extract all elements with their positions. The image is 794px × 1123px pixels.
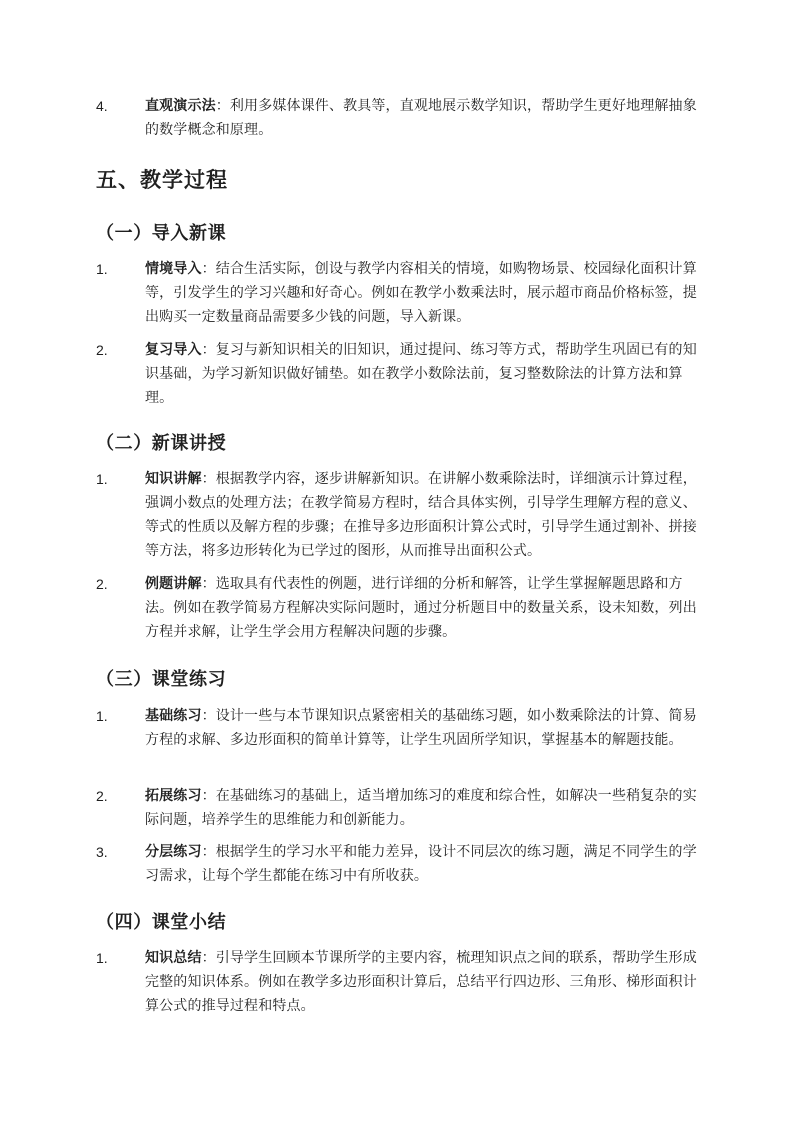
list-number: 4.	[96, 98, 108, 114]
list-item-term: 知识总结	[145, 950, 202, 966]
list-number: 1.	[96, 708, 108, 724]
list-item-text: ：利用多媒体课件、教具等，直观地展示数学知识，帮助学生更好地理解抽象的数学概念和原理。	[145, 98, 697, 138]
list-item	[96, 784, 706, 832]
list-item-text: ：引导学生回顾本节课所学的主要内容，梳理知识点之间的联系，帮助学生形成完整的知识体系。例如在教学多边形面积计算后，总结平行四边形、三角形、梯形面积计算公式的推导过程和特点。	[145, 950, 697, 1014]
list-item-text: ：根据学生的学习水平和能力差异，设计不同层次的练习题，满足不同学生的学习需求，让每个学生都能在练习中有所收获。	[145, 844, 697, 884]
list-number: 3.	[96, 844, 108, 860]
list-item-body	[145, 338, 706, 410]
list-item-term: 分层练习	[145, 844, 202, 860]
list-item-body	[145, 946, 706, 1018]
list-item-body	[145, 257, 706, 329]
list-item-body	[145, 784, 706, 832]
list-item-text: ：在基础练习的基础上，适当增加练习的难度和综合性，如解决一些稍复杂的实际问题，培养学生的思维能力和创新能力。	[145, 788, 697, 828]
list-item	[96, 94, 706, 142]
list-item-term: 基础练习	[145, 708, 202, 724]
list-item-body	[145, 94, 706, 142]
list-number: 2.	[96, 576, 108, 592]
list-item-text: ：根据教学内容，逐步讲解新知识。在讲解小数乘除法时，详细演示计算过程，强调小数点的处理方法；在教学简易方程时，结合具体实例，引导学生理解方程的意义、等式的性质以及解方程的步骤；在推导多边形面积计算公式时，引导学生通过割补、拼接等方法，将多边形转化为已学过的图形，从而推导出面积公式。	[145, 471, 697, 559]
list-item	[96, 840, 706, 888]
subsection-title: （三）课堂练习	[96, 669, 227, 690]
list-item-body	[145, 467, 706, 563]
list-item	[96, 467, 706, 563]
list-item-text: ：选取具有代表性的例题，进行详细的分析和解答，让学生掌握解题思路和方法。例如在教学简易方程解决实际问题时，通过分析题目中的数量关系，设未知数，列出方程并求解，让学生学会用方程解决问题的步骤。	[145, 576, 697, 640]
list-item-term: 直观演示法	[145, 98, 216, 114]
list-item-text: ：设计一些与本节课知识点紧密相关的基础练习题，如小数乘除法的计算、简易方程的求解、多边形面积的简单计算等，让学生巩固所学知识，掌握基本的解题技能。	[145, 708, 697, 748]
subsection-title: （四）课堂小结	[96, 912, 227, 933]
list-item-body	[145, 572, 706, 644]
list-item-term: 例题讲解	[145, 576, 202, 592]
list-item	[96, 257, 706, 329]
list-number: 2.	[96, 788, 108, 804]
list-item-text: ：结合生活实际，创设与教学内容相关的情境，如购物场景、校园绿化面积计算等，引发学生的学习兴趣和好奇心。例如在教学小数乘法时，展示超市商品价格标签，提出购买一定数量商品需要多少钱的问题，导入新课。	[145, 261, 697, 325]
list-item	[96, 338, 706, 410]
list-number: 1.	[96, 261, 108, 277]
list-number: 2.	[96, 342, 108, 358]
list-item-term: 拓展练习	[145, 788, 202, 804]
list-item-body	[145, 704, 706, 752]
list-item	[96, 572, 706, 644]
subsection-title: （二）新课讲授	[96, 433, 227, 454]
section-title: 五、教学过程	[96, 168, 228, 192]
list-item-term: 知识讲解	[145, 471, 202, 487]
list-item-body	[145, 840, 706, 888]
list-number: 1.	[96, 950, 108, 966]
list-item-term: 情境导入	[145, 261, 202, 277]
subsection-title: （一）导入新课	[96, 223, 227, 244]
list-number: 1.	[96, 471, 108, 487]
list-item-text: ：复习与新知识相关的旧知识，通过提问、练习等方式，帮助学生巩固已有的知识基础，为学习新知识做好铺垫。如在教学小数除法前，复习整数除法的计算方法和算理。	[145, 342, 697, 406]
list-item-term: 复习导入	[145, 342, 202, 358]
list-item	[96, 946, 706, 1018]
list-item	[96, 704, 706, 752]
